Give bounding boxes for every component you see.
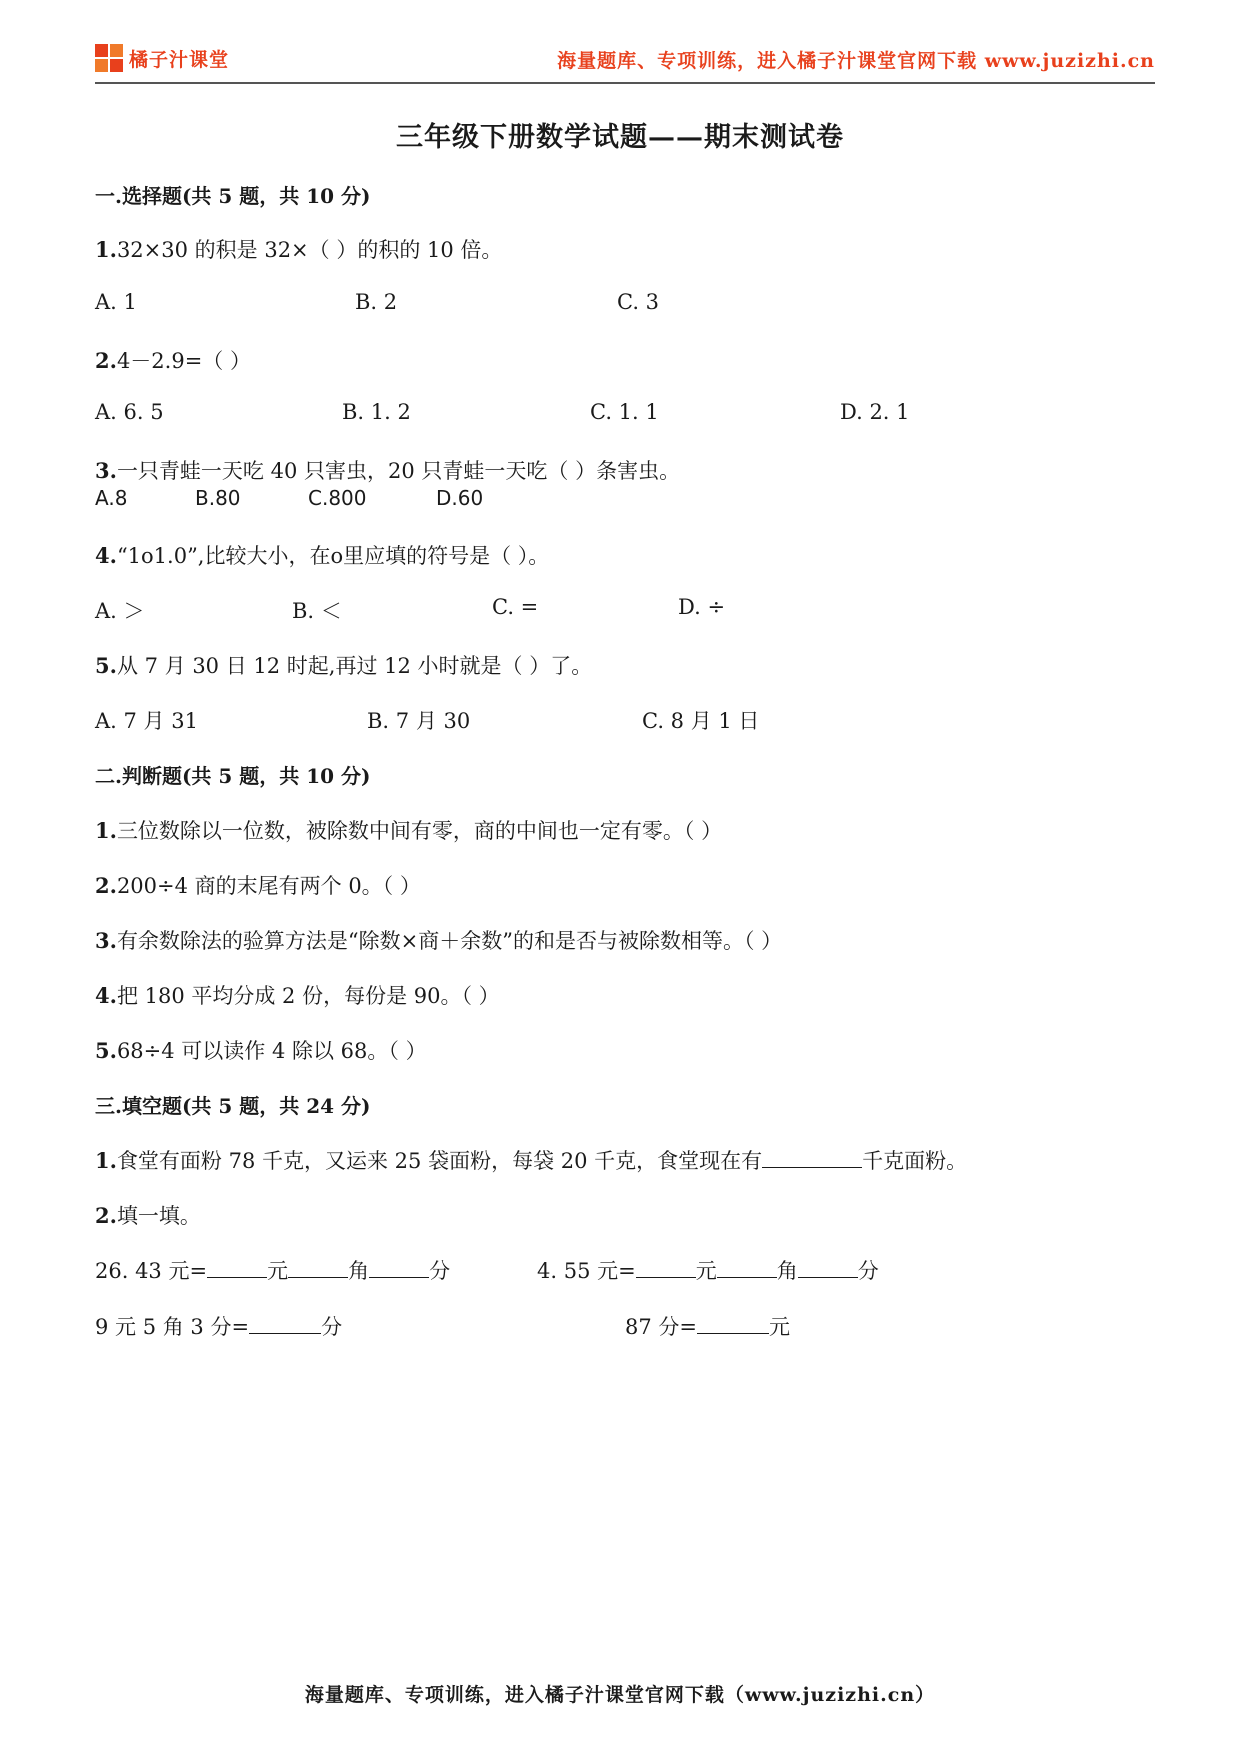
- question-text: 一只青蛙一天吃 40 只害虫，20 只青蛙一天吃（ ）条害虫。: [116, 459, 681, 483]
- judge-question-3: [95, 925, 782, 955]
- choice-q3-option-d: D.60: [436, 486, 484, 510]
- choice-question-1: [95, 234, 502, 264]
- answer-blank[interactable]: [717, 1257, 777, 1278]
- choice-q2-option-c: C. 1. 1: [590, 400, 659, 424]
- question-text: 把 180 平均分成 2 份，每份是 90。（ ）: [116, 984, 500, 1008]
- question-number: 3.: [95, 928, 117, 953]
- unit-label: 分: [429, 1259, 451, 1283]
- choice-q3-option-c: C.800: [308, 486, 367, 510]
- question-text: 三位数除以一位数，被除数中间有零，商的中间也一定有零。（ ）: [116, 819, 723, 843]
- judge-question-1: [95, 815, 722, 845]
- question-text: 食堂有面粉 78 千克，又运来 25 袋面粉，每袋 20 千克，食堂现在有: [116, 1149, 763, 1173]
- section-heading-fill: 三.填空题(共 5 题，共 24 分): [95, 1094, 371, 1118]
- question-text: 200÷4 商的末尾有两个 0。（ ）: [116, 874, 421, 898]
- choice-q4-option-b: B. ＜: [292, 599, 342, 623]
- conversion-prefix: 9 元 5 角 3 分=: [95, 1315, 250, 1339]
- question-number: 2.: [95, 873, 117, 898]
- question-number: 1.: [95, 237, 117, 262]
- unit-label: 角: [776, 1259, 798, 1283]
- answer-blank[interactable]: [762, 1147, 862, 1168]
- choice-question-5: [95, 650, 592, 680]
- question-number: 5.: [95, 1038, 117, 1063]
- logo-text: 橘子汁课堂: [129, 48, 230, 71]
- answer-blank[interactable]: [207, 1257, 267, 1278]
- section-heading-judge: 二.判断题(共 5 题，共 10 分): [95, 764, 371, 788]
- question-text: 4－2.9=（ ）: [116, 349, 251, 373]
- choice-q3-option-b: B.80: [195, 486, 241, 510]
- brand-logo: [95, 44, 229, 72]
- conversion-item-1: [95, 1255, 450, 1285]
- choice-q1-option-a: A. 1: [95, 290, 137, 314]
- choice-q4-option-c: C. =: [492, 595, 539, 619]
- choice-q1-option-c: C. 3: [617, 290, 660, 314]
- judge-question-4: [95, 980, 500, 1010]
- conversion-item-4: [625, 1311, 790, 1341]
- question-number: 4.: [95, 543, 117, 568]
- choice-q1-option-b: B. 2: [355, 290, 398, 314]
- conversion-item-2: [537, 1255, 879, 1285]
- section-heading-choice: 一.选择题(共 5 题，共 10 分): [95, 184, 371, 208]
- unit-label: 元: [695, 1259, 717, 1283]
- answer-blank[interactable]: [249, 1313, 321, 1334]
- question-number: 2.: [95, 1203, 117, 1228]
- choice-q2-option-b: B. 1. 2: [342, 400, 411, 424]
- conversion-prefix: 87 分=: [625, 1315, 697, 1339]
- choice-question-4: [95, 540, 549, 570]
- answer-blank[interactable]: [636, 1257, 696, 1278]
- conversion-prefix: 4. 55 元=: [537, 1259, 636, 1283]
- conversion-prefix: 26. 43 元=: [95, 1259, 208, 1283]
- question-text: 有余数除法的验算方法是“除数×商＋余数”的和是否与被除数相等。（ ）: [116, 929, 783, 953]
- header-slogan: 海量题库、专项训练，进入橘子汁课堂官网下载 www.juzizhi.cn: [557, 50, 1155, 72]
- question-number: 4.: [95, 983, 117, 1008]
- page-title: 三年级下册数学试题——期末测试卷: [396, 122, 844, 153]
- question-number: 1.: [95, 1148, 117, 1173]
- unit-label: 元: [267, 1259, 289, 1283]
- judge-question-5: [95, 1035, 427, 1065]
- answer-blank[interactable]: [288, 1257, 348, 1278]
- choice-q2-option-d: D. 2. 1: [840, 400, 910, 424]
- unit-label: 角: [348, 1259, 370, 1283]
- logo-icon: [95, 44, 123, 72]
- question-number: 5.: [95, 653, 117, 678]
- question-text: 填一填。: [116, 1204, 201, 1228]
- unit-label: 元: [769, 1315, 790, 1339]
- judge-question-2: [95, 870, 421, 900]
- choice-q5-option-b: B. 7 月 30: [367, 709, 471, 733]
- question-number: 3.: [95, 458, 117, 483]
- question-number: 2.: [95, 348, 117, 373]
- choice-question-3: [95, 455, 680, 485]
- question-text: 从 7 月 30 日 12 时起,再过 12 小时就是（ ）了。: [116, 654, 593, 678]
- unit-label: 分: [857, 1259, 879, 1283]
- fill-question-1: [95, 1145, 967, 1175]
- fill-question-2: [95, 1200, 201, 1230]
- question-text: “1o1.0”,比较大小，在o里应填的符号是（ ）。: [116, 544, 550, 568]
- question-text: 68÷4 可以读作 4 除以 68。（ ）: [116, 1039, 427, 1063]
- page-header: [95, 40, 1155, 84]
- answer-blank[interactable]: [369, 1257, 429, 1278]
- choice-q5-option-c: C. 8 月 1 日: [642, 709, 760, 733]
- choice-q4-option-a: A. ＞: [95, 599, 145, 623]
- page-footer: 海量题库、专项训练，进入橘子汁课堂官网下载（www.juzizhi.cn）: [304, 1684, 936, 1706]
- choice-q3-option-a: A.8: [95, 486, 128, 510]
- choice-question-2: [95, 345, 251, 375]
- unit-label: 分: [321, 1315, 343, 1339]
- question-text-suffix: 千克面粉。: [862, 1149, 968, 1173]
- conversion-item-3: [95, 1311, 342, 1341]
- answer-blank[interactable]: [798, 1257, 858, 1278]
- answer-blank[interactable]: [697, 1313, 769, 1334]
- question-number: 1.: [95, 818, 117, 843]
- choice-q5-option-a: A. 7 月 31: [95, 709, 198, 733]
- choice-q2-option-a: A. 6. 5: [95, 400, 164, 424]
- question-text: 32×30 的积是 32×（ ）的积的 10 倍。: [116, 238, 503, 262]
- choice-q4-option-d: D. ÷: [678, 595, 726, 619]
